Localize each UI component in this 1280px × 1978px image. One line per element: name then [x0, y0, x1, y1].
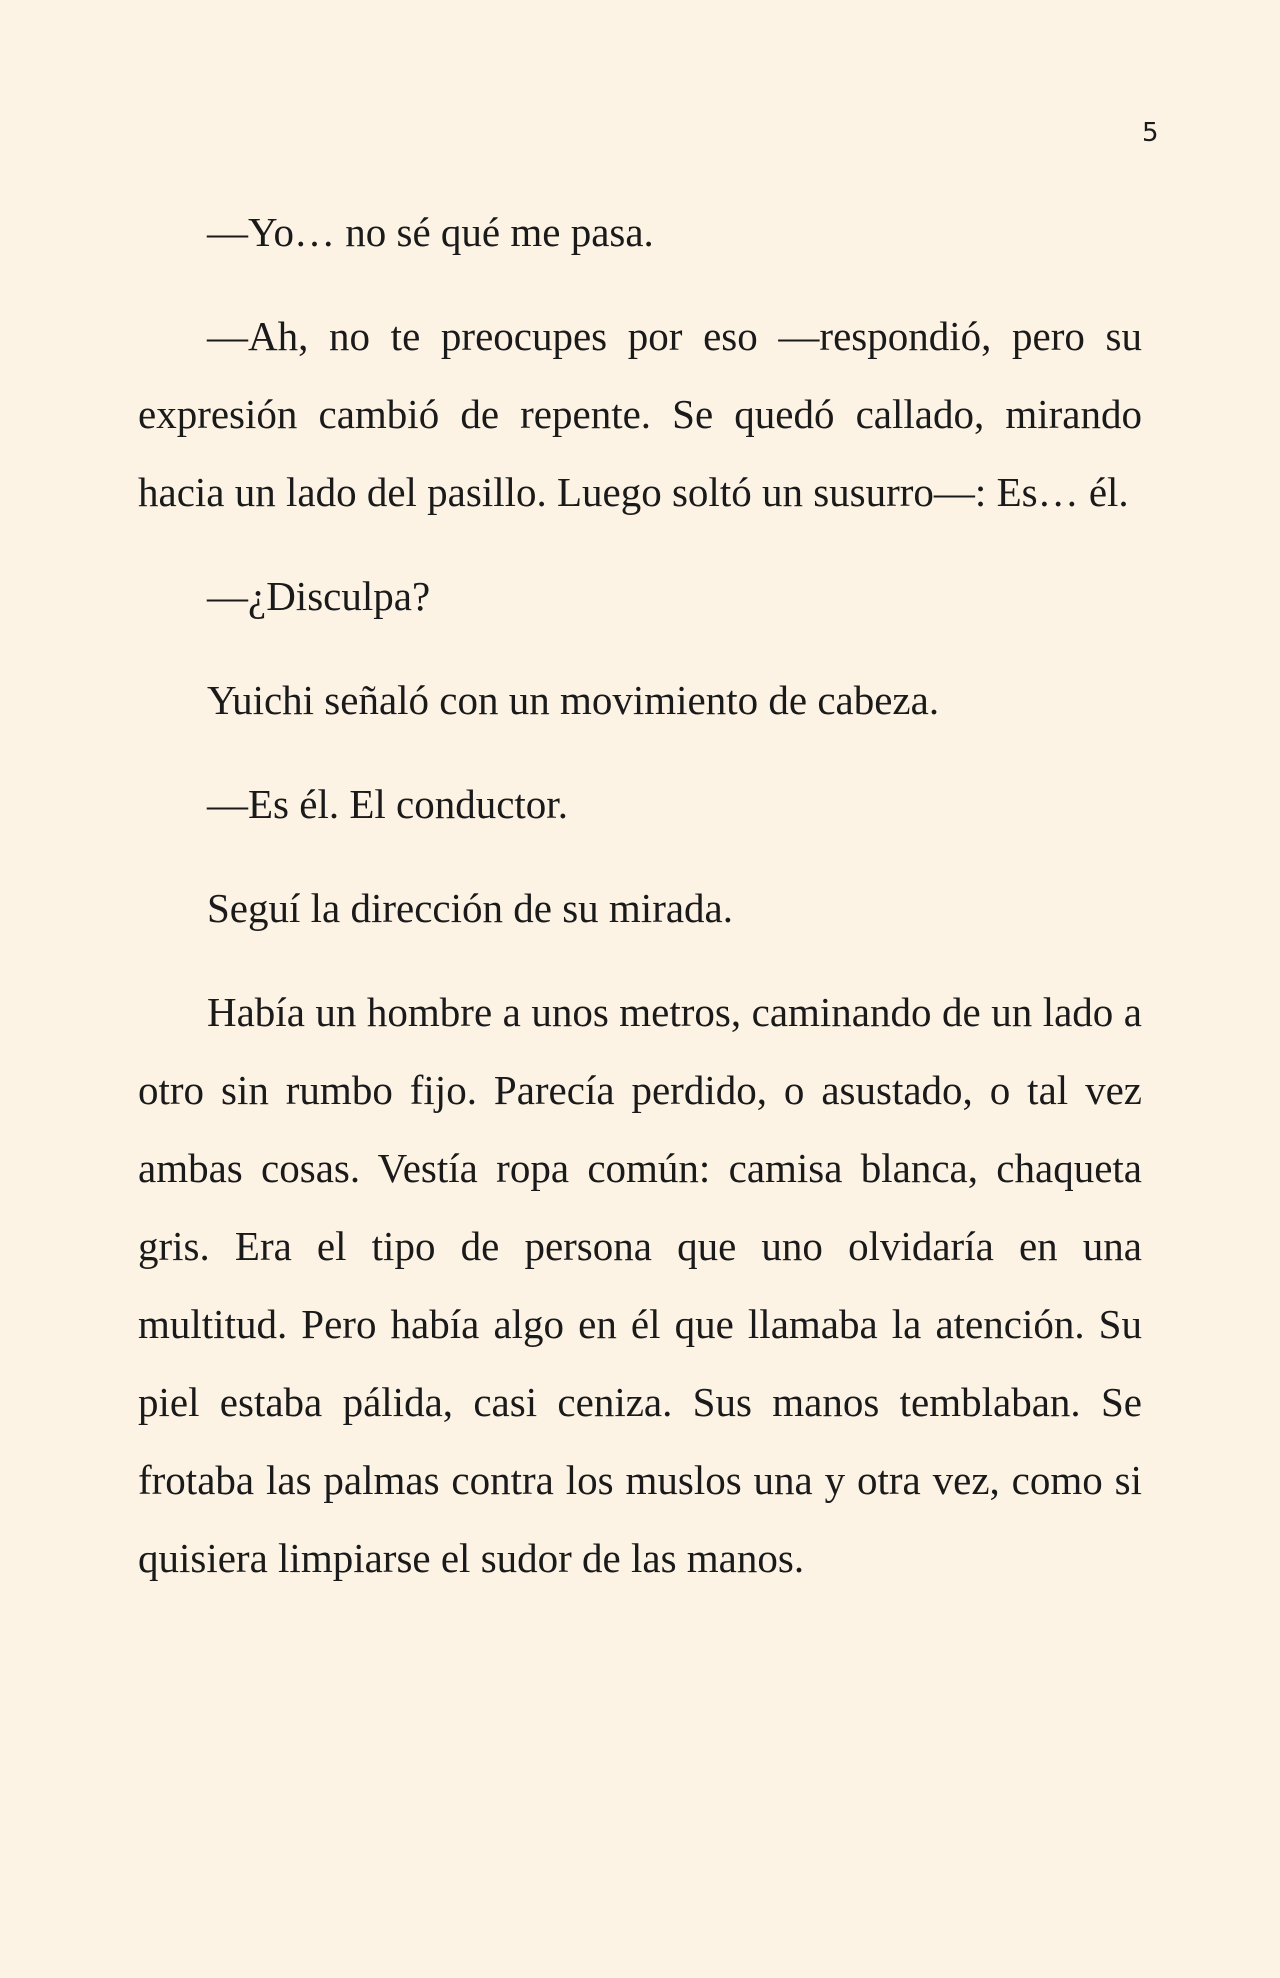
paragraph-2: —Ah, no te preocupes por eso —respondió, pero su expresión cambió de repente. Se quedó callado, mirando hacia un lado del pasillo. Luego soltó un susurro—: Es… él.: [138, 313, 1142, 515]
paragraph-7: Había un hombre a unos metros, caminando de un lado a otro sin rumbo fijo. Parecía perdido, o asustado, o tal vez ambas cosas. Vestía ropa común: camisa blanca, chaqueta gris. Era el tipo de persona que uno olvidaría en una multitud. Pero había algo en él que llamaba la atención. Su piel estaba pálida, casi ceniza. Sus manos temblaban. Se frotaba las palmas contra los muslos una y otra vez, como si quisiera limpiarse el sudor de las manos.: [138, 989, 1142, 1581]
paragraph-5: —Es él. El conductor.: [207, 781, 568, 827]
paragraph-1: —Yo… no sé qué me pasa.: [207, 209, 654, 255]
paragraph-3: —¿Disculpa?: [207, 573, 431, 619]
page-number: 5: [1142, 118, 1159, 148]
paragraph-4: Yuichi señaló con un movimiento de cabeza.: [207, 677, 940, 723]
paragraph-6: Seguí la dirección de su mirada.: [207, 885, 733, 931]
body-text: [138, 193, 1142, 1623]
